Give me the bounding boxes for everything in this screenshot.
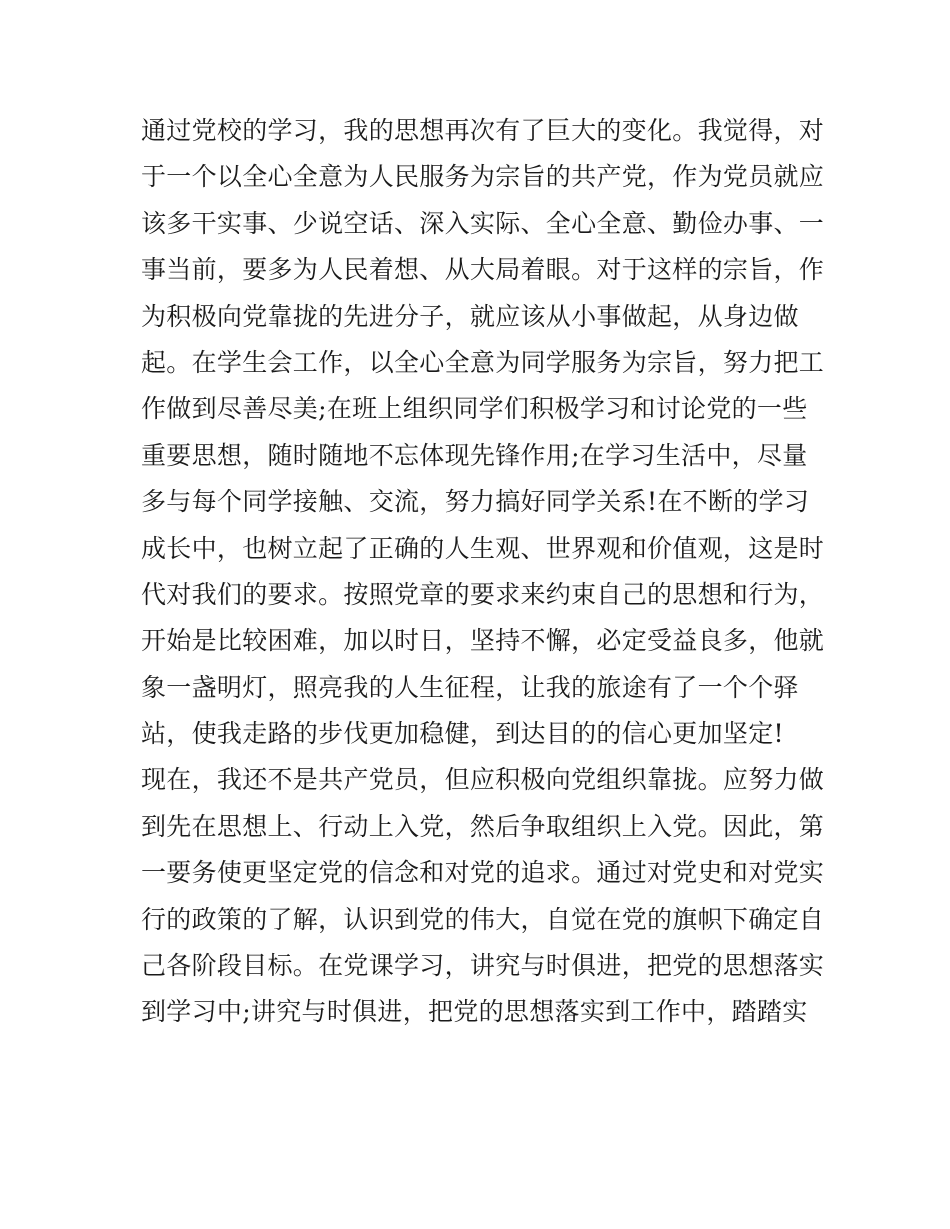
text-line: 一要务使更坚定党的信念和对党的追求。通过对党史和对党实 <box>141 858 825 888</box>
text-line: 通过党校的学习，我的思想再次有了巨大的变化。我觉得，对 <box>141 116 825 145</box>
text-line: 起。在学生会工作，以全心全意为同学服务为宗旨，努力把工 <box>141 347 825 377</box>
text-line: 作做到尽善尽美;在班上组织同学们积极学习和讨论党的一些 <box>141 394 808 424</box>
text-line: 多与每个同学接触、交流，努力搞好同学关系!在不断的学习 <box>141 487 810 517</box>
body-text <box>141 108 825 1036</box>
text-line: 开始是比较困难，加以时日，坚持不懈，必定受益良多，他就 <box>141 626 825 656</box>
text-line: 事当前，要多为人民着想、从大局着眼。对于这样的宗旨，作 <box>141 255 825 285</box>
text-line: 该多干实事、少说空话、深入实际、全心全意、勤俭办事、一 <box>141 208 825 238</box>
text-line: 于一个以全心全意为人民服务为宗旨的共产党，作为党员就应 <box>141 162 825 192</box>
text-line: 现在，我还不是共产党员，但应积极向党组织靠拢。应努力做 <box>141 765 825 795</box>
text-line: 为积极向党靠拢的先进分子，就应该从小事做起，从身边做 <box>141 301 799 331</box>
text-line: 己各阶段目标。在党课学习，讲究与时俱进，把党的思想落实 <box>141 951 825 981</box>
text-line: 到学习中;讲究与时俱进，把党的思想落实到工作中，踏踏实 <box>141 997 808 1027</box>
text-line: 行的政策的了解，认识到党的伟大，自觉在党的旗帜下确定自 <box>141 904 825 934</box>
text-line: 到先在思想上、行动上入党，然后争取组织上入党。因此，第 <box>141 811 825 841</box>
text-line: 站，使我走路的步伐更加稳健，到达目的的信心更加坚定! <box>141 719 784 749</box>
text-line: 象一盏明灯，照亮我的人生征程，让我的旅途有了一个个驿 <box>141 672 799 702</box>
text-line: 重要思想，随时随地不忘体现先锋作用;在学习生活中，尽量 <box>141 440 808 470</box>
text-line: 代对我们的要求。按照党章的要求来约束自己的思想和行为， <box>141 579 825 609</box>
text-line: 成长中，也树立起了正确的人生观、世界观和价值观，这是时 <box>141 533 825 563</box>
